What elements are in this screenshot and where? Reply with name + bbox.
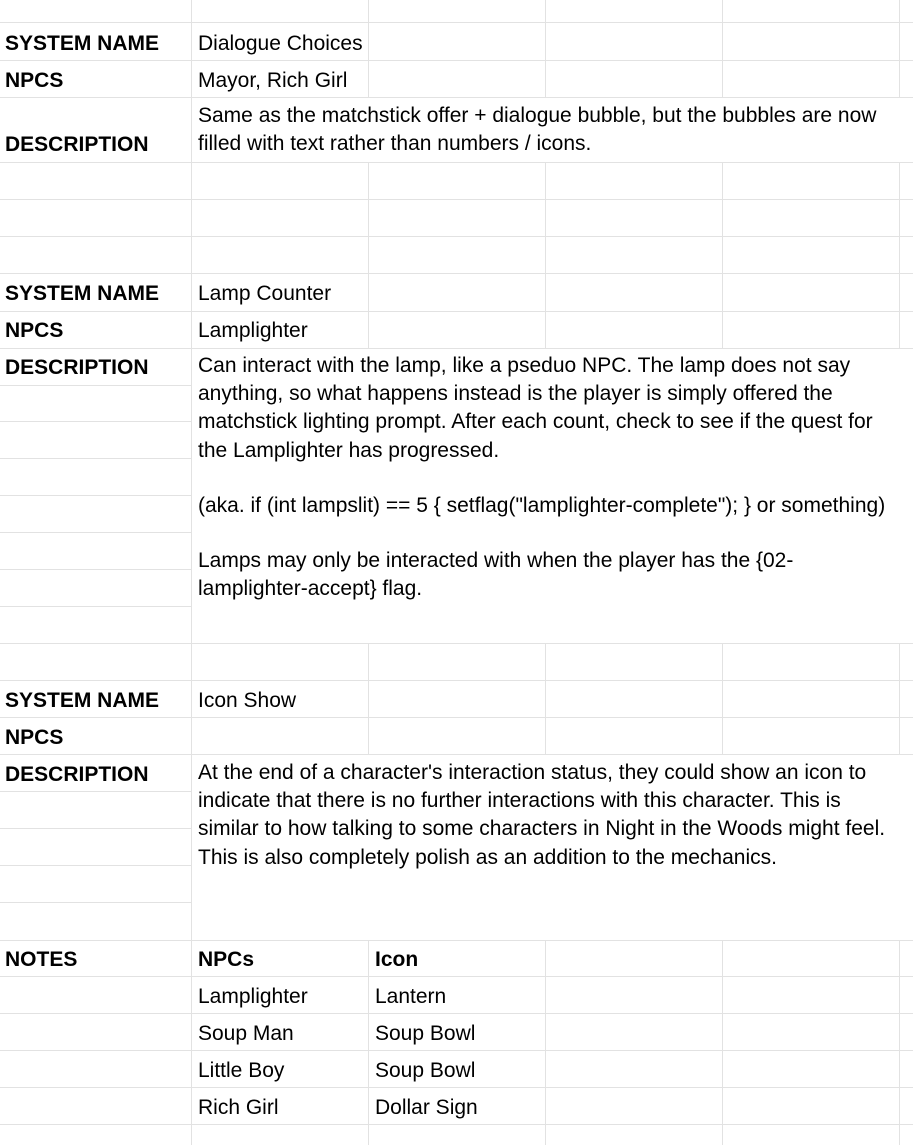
grid-line xyxy=(899,643,900,754)
grid-line xyxy=(0,495,191,496)
grid-line xyxy=(0,754,913,755)
grid-line xyxy=(0,865,191,866)
grid-line xyxy=(545,0,546,97)
grid-line xyxy=(0,199,913,200)
grid-line xyxy=(0,1124,913,1125)
grid-line xyxy=(0,1013,913,1014)
notes-header-npcs[interactable]: NPCs xyxy=(198,948,255,971)
grid-line xyxy=(0,236,913,237)
system-name-label[interactable]: SYSTEM NAME xyxy=(5,689,160,712)
grid-line xyxy=(191,0,192,1145)
description-label[interactable]: DESCRIPTION xyxy=(5,356,149,379)
grid-line xyxy=(0,348,913,349)
grid-line xyxy=(0,532,191,533)
description-paragraph: Same as the matchstick offer + dialogue bubble, but the bubbles are now filled with text rather than numbers / icons. xyxy=(198,104,877,156)
system-name-value[interactable]: Icon Show xyxy=(198,689,297,712)
grid-line xyxy=(0,717,913,718)
description-cell[interactable] xyxy=(198,759,893,872)
grid-line xyxy=(899,940,900,1145)
grid-line xyxy=(368,0,369,97)
grid-line xyxy=(0,60,913,61)
npcs-label[interactable]: NPCS xyxy=(5,319,64,342)
notes-row-icon[interactable]: Soup Bowl xyxy=(375,1022,476,1045)
description-label[interactable]: DESCRIPTION xyxy=(5,763,149,786)
grid-line xyxy=(0,22,913,23)
notes-row-icon[interactable]: Dollar Sign xyxy=(375,1096,478,1119)
grid-line xyxy=(0,643,913,644)
grid-line xyxy=(0,385,191,386)
grid-line xyxy=(0,458,191,459)
notes-row-npc[interactable]: Soup Man xyxy=(198,1022,294,1045)
grid-line xyxy=(368,940,369,1145)
description-cell[interactable] xyxy=(198,352,893,603)
notes-row-npc[interactable]: Little Boy xyxy=(198,1059,285,1082)
npcs-label[interactable]: NPCS xyxy=(5,69,64,92)
grid-line xyxy=(722,0,723,97)
grid-line xyxy=(368,643,369,754)
grid-line xyxy=(0,1087,913,1088)
grid-line xyxy=(0,162,913,163)
npcs-value[interactable]: Lamplighter xyxy=(198,319,308,342)
notes-row-icon[interactable]: Soup Bowl xyxy=(375,1059,476,1082)
notes-label[interactable]: NOTES xyxy=(5,948,78,971)
grid-line xyxy=(0,680,913,681)
notes-row-npc[interactable]: Rich Girl xyxy=(198,1096,279,1119)
grid-line xyxy=(899,0,900,97)
grid-line xyxy=(0,273,913,274)
grid-line xyxy=(545,643,546,754)
description-cell[interactable] xyxy=(198,102,893,158)
grid-line xyxy=(545,162,546,348)
grid-line xyxy=(899,162,900,348)
grid-line xyxy=(722,162,723,348)
description-paragraph: At the end of a character's interaction status, they could show an icon to indicate that there is no further interactions with this character. This is similar to how talking to some characters in Night in the Woods might feel. This is also completely polish as an addition to the mechanics. xyxy=(198,761,886,869)
grid-line xyxy=(0,606,191,607)
notes-row-icon[interactable]: Lantern xyxy=(375,985,447,1008)
description-label[interactable]: DESCRIPTION xyxy=(5,133,149,156)
notes-row-npc[interactable]: Lamplighter xyxy=(198,985,308,1008)
grid-line xyxy=(0,97,913,98)
system-name-value[interactable]: Dialogue Choices xyxy=(198,32,363,55)
system-name-label[interactable]: SYSTEM NAME xyxy=(5,32,160,55)
description-paragraph: Lamps may only be interacted with when the player has the {02-lamplighter-accept} flag. xyxy=(198,549,794,601)
grid-line xyxy=(0,828,191,829)
npcs-value[interactable]: Mayor, Rich Girl xyxy=(198,69,348,92)
grid-line xyxy=(0,976,913,977)
grid-line xyxy=(722,643,723,754)
grid-line xyxy=(0,1050,913,1051)
grid-line xyxy=(0,902,191,903)
system-name-value[interactable]: Lamp Counter xyxy=(198,282,332,305)
grid-line xyxy=(0,791,191,792)
grid-line xyxy=(545,940,546,1145)
description-paragraph: (aka. if (int lampslit) == 5 { setflag("lamplighter-complete"); } or something) xyxy=(198,493,886,517)
grid-line xyxy=(0,311,913,312)
grid-line xyxy=(0,421,191,422)
grid-line xyxy=(368,162,369,348)
grid-line xyxy=(0,940,913,941)
grid-line xyxy=(0,569,191,570)
grid-line xyxy=(722,940,723,1145)
system-name-label[interactable]: SYSTEM NAME xyxy=(5,282,160,305)
npcs-label[interactable]: NPCS xyxy=(5,726,64,749)
notes-header-icon[interactable]: Icon xyxy=(375,948,419,971)
description-paragraph: Can interact with the lamp, like a pseduo NPC. The lamp does not say anything, so what happens instead is the player is simply offered the matchstick lighting prompt. After each count, check to see if the quest for the Lamplighter has progressed. xyxy=(198,354,873,462)
